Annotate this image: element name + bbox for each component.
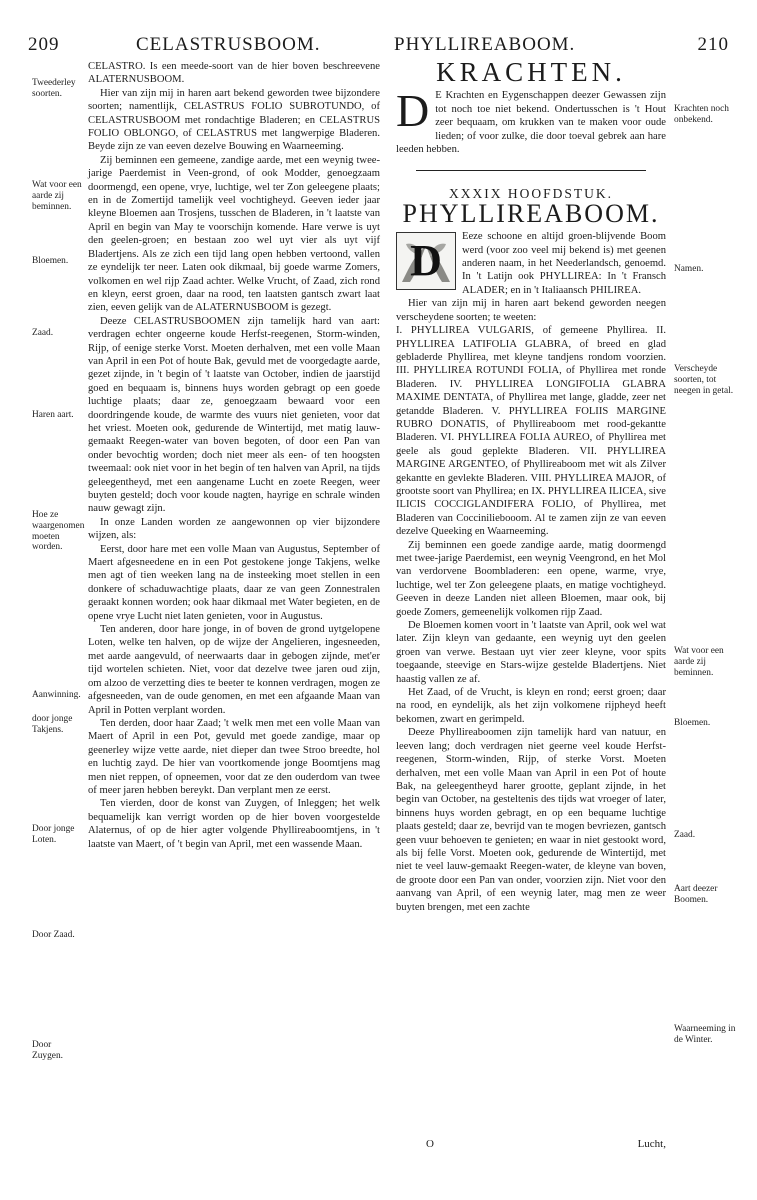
left-paragraph-5: In onze Landen worden ze aangewonnen op vier bijzondere wijzen, als: <box>88 516 380 542</box>
right-paragraph-1: Hier van zijn mij in haren aart bekend geworden neegen verscheydene soorten; te weeten: <box>396 298 666 323</box>
right-paragraph-6: Deeze Phyllireaboomen zijn tamelijk hard van natuur, en leeven lang; doch verdragen niet geerne veel koude Herfst-reegenen, Storm-winden, Rijp, of sterke Vorst. Moeten derhalven, met een volle Maan van April in een Pot of houte Bak, na geleegentheyd harer grootte, geplant zijnde, in het begin van October, na gesteltenis des tijds wat vroeger of later, binnens huys worden gebragt, en op een bequame luchtige plaats gesteld; daar ze, bevrijd van te mogen bevriezen, gantsch geen vuur behoeven te genieten; en waar in niet gestookt word, als bij felle Vorst. Moeten ook, gedurende de Wintertijd, met niet te veel lauw-gemaakt Reegen-water, de kleyne van boven, de groote door een Pan van onder, voorzien zijn. Niet voor den aanvang van April, of een weynig later, mag men ze weer buyten brengen, met een zachte <box>396 727 666 913</box>
margin-note-left-6: Hoe ze waargenomen moeten worden. <box>32 510 85 553</box>
left-paragraph-1: CELASTRO. Is een meede-soort van de hier boven beschreevene ALATERNUSBOOM. <box>88 61 380 86</box>
margin-note-right-7: Aart deezer Boomen. <box>674 884 718 905</box>
right-text-column <box>396 57 666 914</box>
right-paragraph-5: Het Zaad, of de Vrucht, is kleyn en rond; eerst groen; daar na rood, en eyndelijk, als het zijn volkomene rijpheyd heeft bekomen, zwart en gerimpeld. <box>396 687 666 725</box>
margin-note-right-6: Zaad. <box>674 830 696 840</box>
right-paragraph-4: De Bloemen komen voort in 't laatste van April, ook wel wat later. Zijn kleyn van gedaante, een weynig uyt den geelen groen van verwe. Bestaan uyt vier zeer kleyne, voor spits toegaande, steevige en Stars-wijze gestelde Bladertjens. Niet haastig vallen ze af. <box>396 620 666 685</box>
left-paragraph-9: Ten vierden, door de konst van Zuygen, of Inleggen; het welk bequamelijk kan verrigt worden op de hier boven voorgestelde Alaternus, of op de hier agter volgende Phyllireaboomtjens, in 't laatste van Maert, of 't begin van April, met een wassende Maan. <box>88 798 380 850</box>
chapter-title: PHYLLIREABOOM. <box>402 198 660 228</box>
right-page-number: 210 <box>697 34 729 55</box>
left-page-number: 209 <box>28 34 60 55</box>
krachten-paragraph <box>396 85 666 156</box>
margin-note-left-4: Zaad. <box>32 328 54 338</box>
right-paragraph-3: Zij beminnen een goede zandige aarde, matig doormengd met twee-jarige Paerdemist, een weynig Veengrond, en het Mol van verdorvene Boombladeren: een opene, warme, vrye, luchtige, wel ter Zon geleegene plaats, en matige vochtigheyd. Geeven in deeze Landen niet alleen Bloemen, maar ook, bij goede Zomers, gemeenelijk volkomen rijp Zaad. <box>396 539 666 618</box>
left-text-column <box>88 60 380 851</box>
margin-note-left-9: Door jonge Loten. <box>32 824 75 845</box>
right-running-title: PHYLLIREABOOM. <box>394 34 576 55</box>
margin-note-left-10: Door Zaad. <box>32 930 75 940</box>
left-paragraph-2: Hier van zijn mij in haren aart bekend geworden twee bijzondere soorten; namentlijk, CELASTRUS FOLIO SUBROTUNDO, of CELASTRUSBOOM met rondachtige Bladeren; en CELASTRUS FOLIO OBLONGO, of CELASTRUS met langwerpige Bladeren. Beyde zijn ze van eeven dezelve Bouwing en Waarneeming. <box>88 87 380 153</box>
intro-text: Eeze schoone en altijd groen-blijvende Boom werd (voor zoo veel mij bekend is) met geenen anderen naam, in het Neederlandsch, genoemd. In 't Latijn ook PHYLLIREA: In 't Fransch ALADER; en in 't Italiaansch PHILIREA. <box>462 231 666 296</box>
ornamental-initial <box>396 232 456 290</box>
margin-note-right-3: Verscheyde soorten, tot neegen in getal. <box>674 364 734 396</box>
margin-note-left-2: Wat voor een aarde zij beminnen. <box>32 180 82 212</box>
left-paragraph-6: Eerst, door hare met een volle Maan van Augustus, September of Maert afgesneedene en in een Pot gestokene jonge Takjens, welke men agt of tien weeken lang na de insteeking moet stellen in een donkere of schaduwachtige plaats, daar ze van geen Zonnestralen geraakt konnen worden; ook haar dikmaal met Water begieten, en de opene vrye Lucht niet laten genieten, voor in Augustus. <box>88 543 380 622</box>
intro-paragraph <box>396 230 666 297</box>
margin-note-right-1: Krachten noch onbekend. <box>674 104 729 125</box>
page-footer <box>396 1138 666 1154</box>
left-running-title: CELASTRUSBOOM. <box>136 34 321 55</box>
margin-note-left-7: Aanwinning. <box>32 690 81 700</box>
left-paragraph-3: Zij beminnen een gemeene, zandige aarde, met een weynig twee-jarige Paerdemist in Veen-grond, of ook Modder, genoegzaam doormengd, een opene, vrye, luchtige, wel ter Zon geleegene plaats; en in de Zomertijd tamelijk veel vochtigheyd. Geeven ieder jaar kleyne Bloemen aan Trosjens, tusschen de Bladeren, in 't laatste van April en begin van May te voorschijn komende. Hare verwe is uyt den geelen-groen; en bestaan zoo wel uyt vier als uyt vijf Bladertjens. Als ze zich een tijd lang open hebben vertoond, vallen ze eyndelijk ter neer. Laten ook dikmaal, bij goede warme Zomers, volkomen en wel rijp Zaad achter. Welke Vrucht, of Zaad, zich rond en kleyn, eerst groen, daar na rood, ten laatsten gantsch zwart laat zien, eeven gelijk van de ALATERNUSBOOM is gezegt. <box>88 154 380 314</box>
signature-mark: O <box>426 1138 434 1150</box>
krachten-initial: D <box>396 85 430 137</box>
species-list: I. PHYLLIREA VULGARIS, of gemeene Phyllirea. II. PHYLLIREA LATIFOLIA GLABRA, of breed en glad gebladerde Phyllirea, met kleyne tandjens rondom voorzien. III. PHYLLIREA ROTUNDI FOLIA, of Phyllirea met ronde Bladeren. IV. PHYLLIREA LONGIFOLIA GLABRA MAXIME DENTATA, of Phyllirea met lange, gladde, zeer net getandde Bladeren. V. PHYLLIREA FOLIIS MARGINE RUBRO DONATIS, of Phyllireaboom met rood-gekantte Bladeren. VI. PHYLLIREA FOLIA AUREO, of Phyllirea met geele als goud geplekte Bladeren. VII. PHYLLIREA MARGINE ARGENTEO, of Phyllireaboom met wit als Zilver gekantte en gevlekte Bladeren. VIII. PHYLLIREA MAJOR, of grootste soort van Phyllirea; en IX. PHYLLIREA ILICEA, sive ILICIS COCCIGLANDIFERA FOLIO, of Phyllirea, met Bladeren van Cocciniliebooom. Al te zamen zijn ze van eeven dezelve Queeking en Waarneeming. <box>396 325 666 538</box>
margin-note-left-3: Bloemen. <box>32 256 69 266</box>
margin-note-left-11: Door Zuygen. <box>32 1040 63 1061</box>
margin-note-right-8: Waarneeming in de Winter. <box>674 1024 736 1045</box>
margin-note-right-2: Namen. <box>674 264 704 274</box>
margin-note-right-4: Wat voor een aarde zij beminnen. <box>674 646 724 678</box>
krachten-heading: KRACHTEN. <box>436 57 626 87</box>
margin-note-left-1: Tweederley soorten. <box>32 78 76 99</box>
left-paragraph-8: Ten derden, door haar Zaad; 't welk men met een volle Maan van Maert of April in een Pot, gevuld met goede zandige, maar op geenerley wijze vette aarde, niet dieper dan twee Stroo breedte, hol en luchtig zayd. De hier van voortkomende jonge Boomtjens mag men niet reppen, of opneemen, voor dat ze den ouderdom van twee of meer jaren hebben bereykt. Dan verplant men ze eerst. <box>88 717 380 796</box>
ornamental-initial-letter: D <box>410 236 442 286</box>
section-divider <box>416 170 646 171</box>
margin-note-left-5: Haren aart. <box>32 410 74 420</box>
catchword: Lucht, <box>637 1138 666 1150</box>
chapter-heading: XXXIX HOOFDSTUK. <box>448 186 613 202</box>
left-paragraph-7: Ten anderen, door hare jonge, in of boven de grond uytgelopene Loten, welke ten halven, op de wijze der Angelieren, ingesneeden, met aarde aangevuld, of neerwaarts daar in gebogen zijnde, met'er tijd wortelen schieten. Niet, voor dat dezelve twee jaren oud zijn, om alzoo de verzetting dies te beeter te konnen verdragen, mogen ze afgesneeden, van de oude genomen, en met een afgaande Maan van April in Potten verplant worden. <box>88 624 380 716</box>
krachten-text: E Krachten en Eygenschappen deezer Gewassen zijn tot noch toe niet bekend. Ondertusschen is 't Hout zeer bequaam, om krukken van te maken voor oude lieden; of voor zulke, die door toeval gebrek aan hare leeden hebben. <box>396 90 666 156</box>
margin-note-left-8: door jonge Takjens. <box>32 714 73 735</box>
left-paragraph-4: Deeze CELASTRUSBOOMEN zijn tamelijk hard van aart: verdragen echter ongeerne koude Herfst-reegenen, Storm-winden, Rijp, of eenige sterke Vorst. Moeten derhalven, met een volle Maan van April in een Pot of houte Bak, gevuld met de voorgedagte aarde, gezet zijnde, in 't begin of 't laatste van October, indien de jaarstijd goed en bequaam is, binnens huys worden gebragt op een goede luchtige plaats; daar ze, genoegzaam bewaard voor een doordringende koude, de warmte des vuurs niet genieten, voor dat het vriest. Moeten ook, gedurende de Wintertijd, met matig lauw-gemaakt Reegen-water van boven begoten, of door een Pan van onder bevochtig worden; doch niet meer als een- of ten hoogsten tweemaal: ook niet voor in het begin of ten halven van April, na tijds geleegentheyd, met een aangename Lucht en zoete Reegen, weer buyten gesteld; doch voor koude nagten, hayrige en schrale winden nauw gewagt zijn. <box>88 315 380 515</box>
margin-note-right-5: Bloemen. <box>674 718 711 728</box>
